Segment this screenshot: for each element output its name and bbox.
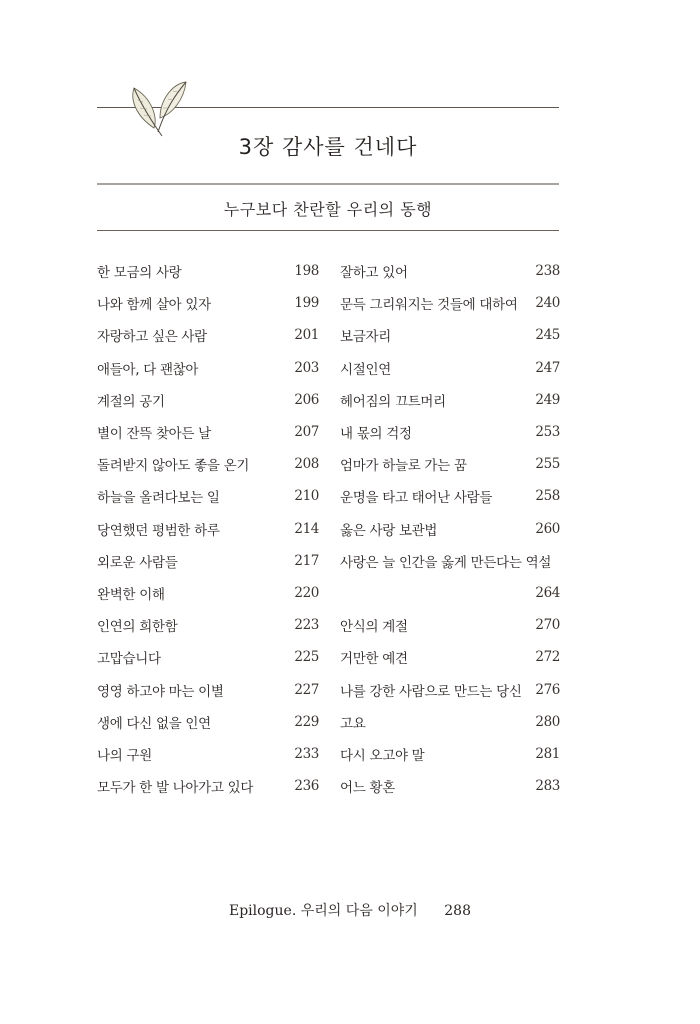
toc-entry-page: 283 [535, 778, 560, 795]
toc-entry-page: 270 [535, 617, 560, 634]
toc-entry-title: 엄마가 하늘로 가는 꿈 [340, 458, 467, 475]
toc-entry-page: 214 [294, 520, 319, 537]
toc-entry-page: 203 [294, 359, 319, 376]
toc-entry-page: 210 [294, 488, 319, 505]
toc-entry[interactable] [340, 448, 560, 480]
toc-entry[interactable] [97, 513, 319, 545]
toc-entry[interactable] [340, 673, 560, 705]
toc-entry[interactable] [97, 738, 319, 770]
toc-entry[interactable] [340, 706, 560, 738]
toc-entry-title: 한 모금의 사랑 [97, 265, 182, 282]
toc-entry-page: 258 [535, 488, 560, 505]
toc-entry[interactable] [97, 416, 319, 448]
toc-entry-wrapped-title[interactable] [340, 545, 560, 577]
toc-entry-title: 안식의 계절 [340, 619, 408, 636]
toc-entry-title: 다시 오고야 말 [340, 747, 425, 764]
toc-entry-title: 영영 하고야 마는 이별 [97, 683, 224, 700]
toc-entry-title: 생에 다신 없을 인연 [97, 715, 211, 732]
toc-entry-title: 보금자리 [340, 329, 391, 346]
toc-entry-page: 249 [535, 391, 560, 408]
toc-entry[interactable] [97, 673, 319, 705]
epilogue-label-en: Epilogue. [228, 903, 297, 919]
toc-entry[interactable] [97, 609, 319, 641]
toc-entry-title: 시절인연 [340, 361, 391, 378]
toc-entry[interactable] [97, 577, 319, 609]
toc-entry-title: 애들아, 다 괜찮아 [97, 361, 199, 378]
toc-entry-title: 당연했던 평범한 하루 [97, 522, 220, 539]
toc-entry-title: 나와 함께 살아 있자 [97, 297, 211, 314]
toc-entry-title: 운명을 타고 태어난 사람들 [340, 490, 493, 507]
toc-entry[interactable] [340, 641, 560, 673]
toc-entry[interactable] [97, 352, 319, 384]
toc-entry[interactable] [340, 352, 560, 384]
toc-entry-page: 220 [294, 584, 319, 601]
epilogue-page: 288 [444, 903, 471, 919]
toc-entry[interactable] [97, 641, 319, 673]
toc-entry[interactable] [97, 255, 319, 287]
toc-entry[interactable] [340, 738, 560, 770]
toc-entry-page: 217 [294, 552, 319, 569]
epilogue-label-ko: 우리의 다음 이야기 [300, 903, 418, 919]
toc-entry-title: 옳은 사랑 보관법 [340, 522, 438, 539]
toc-entry-page: 253 [535, 424, 560, 441]
toc-entry-page: 201 [294, 327, 319, 344]
toc-entry-page: 208 [294, 456, 319, 473]
toc-entry-page: 260 [535, 520, 560, 537]
toc-entry-title: 어느 황혼 [340, 780, 395, 797]
toc-entry-title: 나의 구원 [97, 747, 152, 764]
toc-entry-title: 인연의 희한함 [97, 619, 178, 636]
toc-entry[interactable] [97, 545, 319, 577]
toc-entry-page: 199 [294, 295, 319, 312]
toc-entry-title: 잘하고 있어 [340, 265, 408, 282]
toc-entry-page: 245 [535, 327, 560, 344]
toc-entry-page: 229 [294, 713, 319, 730]
toc-entry-title: 완벽한 이해 [97, 586, 165, 603]
toc-entry-title: 문득 그리워지는 것들에 대하여 [340, 297, 518, 314]
epilogue-entry[interactable] [0, 900, 700, 920]
toc-entry[interactable] [97, 770, 319, 802]
toc-entry-page: 225 [294, 649, 319, 666]
toc-entry[interactable] [340, 480, 560, 512]
toc-entry-page: 280 [535, 713, 560, 730]
toc-entry[interactable] [340, 770, 560, 802]
toc-entry-title: 계절의 공기 [97, 393, 165, 410]
toc-entry-title: 내 몫의 걱정 [340, 426, 412, 443]
toc-entry[interactable] [340, 255, 560, 287]
toc-entry[interactable] [340, 287, 560, 319]
toc-entry-title: 고맙습니다 [97, 651, 161, 668]
toc-entry[interactable] [340, 513, 560, 545]
toc-entry-title: 돌려받지 않아도 좋을 온기 [97, 458, 250, 475]
toc-entry[interactable] [97, 706, 319, 738]
toc-entry-page: 233 [294, 745, 319, 762]
toc-entry-title: 모두가 한 발 나아가고 있다 [97, 780, 254, 797]
toc-entry-page: 247 [535, 359, 560, 376]
toc-entry-page: 236 [294, 778, 319, 795]
section-bottom-divider [97, 230, 559, 231]
toc-entry-title: 별이 잔뜩 찾아든 날 [97, 426, 211, 443]
toc-entry[interactable] [340, 319, 560, 351]
toc-entry-page: 272 [535, 649, 560, 666]
toc-entry[interactable] [340, 416, 560, 448]
toc-entry-page: 281 [535, 745, 560, 762]
toc-entry-page: 255 [535, 456, 560, 473]
chapter-title: 3장 감사를 건네다 [238, 135, 418, 159]
toc-entry[interactable] [97, 287, 319, 319]
toc-entry[interactable] [97, 448, 319, 480]
toc-right-column [340, 255, 560, 802]
toc-entry-title: 하늘을 올려다보는 일 [97, 490, 220, 507]
section-title: 누구보다 찬란할 우리의 동행 [223, 200, 433, 219]
toc-entry[interactable] [340, 384, 560, 416]
toc-entry-page: 198 [294, 263, 319, 280]
toc-entry-title: 자랑하고 싶은 사람 [97, 329, 207, 346]
toc-entry-title: 고요 [340, 715, 366, 732]
toc-entry-page: 276 [535, 681, 560, 698]
toc-entry-wrapped-page[interactable] [340, 577, 560, 609]
toc-entry-page: 238 [535, 263, 560, 280]
toc-entry-page: 223 [294, 617, 319, 634]
toc-entry-title: 사랑은 늘 인간을 옳게 만든다는 역설 [340, 554, 552, 571]
toc-entry-title: 외로운 사람들 [97, 554, 178, 571]
toc-entry-page: 206 [294, 391, 319, 408]
toc-entry-title: 나를 강한 사람으로 만드는 당신 [340, 683, 522, 700]
toc-entry[interactable] [97, 384, 319, 416]
leaf-pair-icon [128, 78, 190, 138]
toc-entry[interactable] [97, 480, 319, 512]
toc-entry-page: 227 [294, 681, 319, 698]
toc-entry-title: 거만한 예견 [340, 651, 408, 668]
toc-entry[interactable] [97, 319, 319, 351]
section-top-divider [97, 183, 559, 185]
toc-entry-page: 240 [535, 295, 560, 312]
toc-left-column [97, 255, 319, 802]
toc-entry-title: 헤어짐의 끄트머리 [340, 393, 446, 410]
toc-entry-page: 264 [535, 584, 560, 601]
toc-entry[interactable] [340, 609, 560, 641]
toc-entry-page: 207 [294, 424, 319, 441]
